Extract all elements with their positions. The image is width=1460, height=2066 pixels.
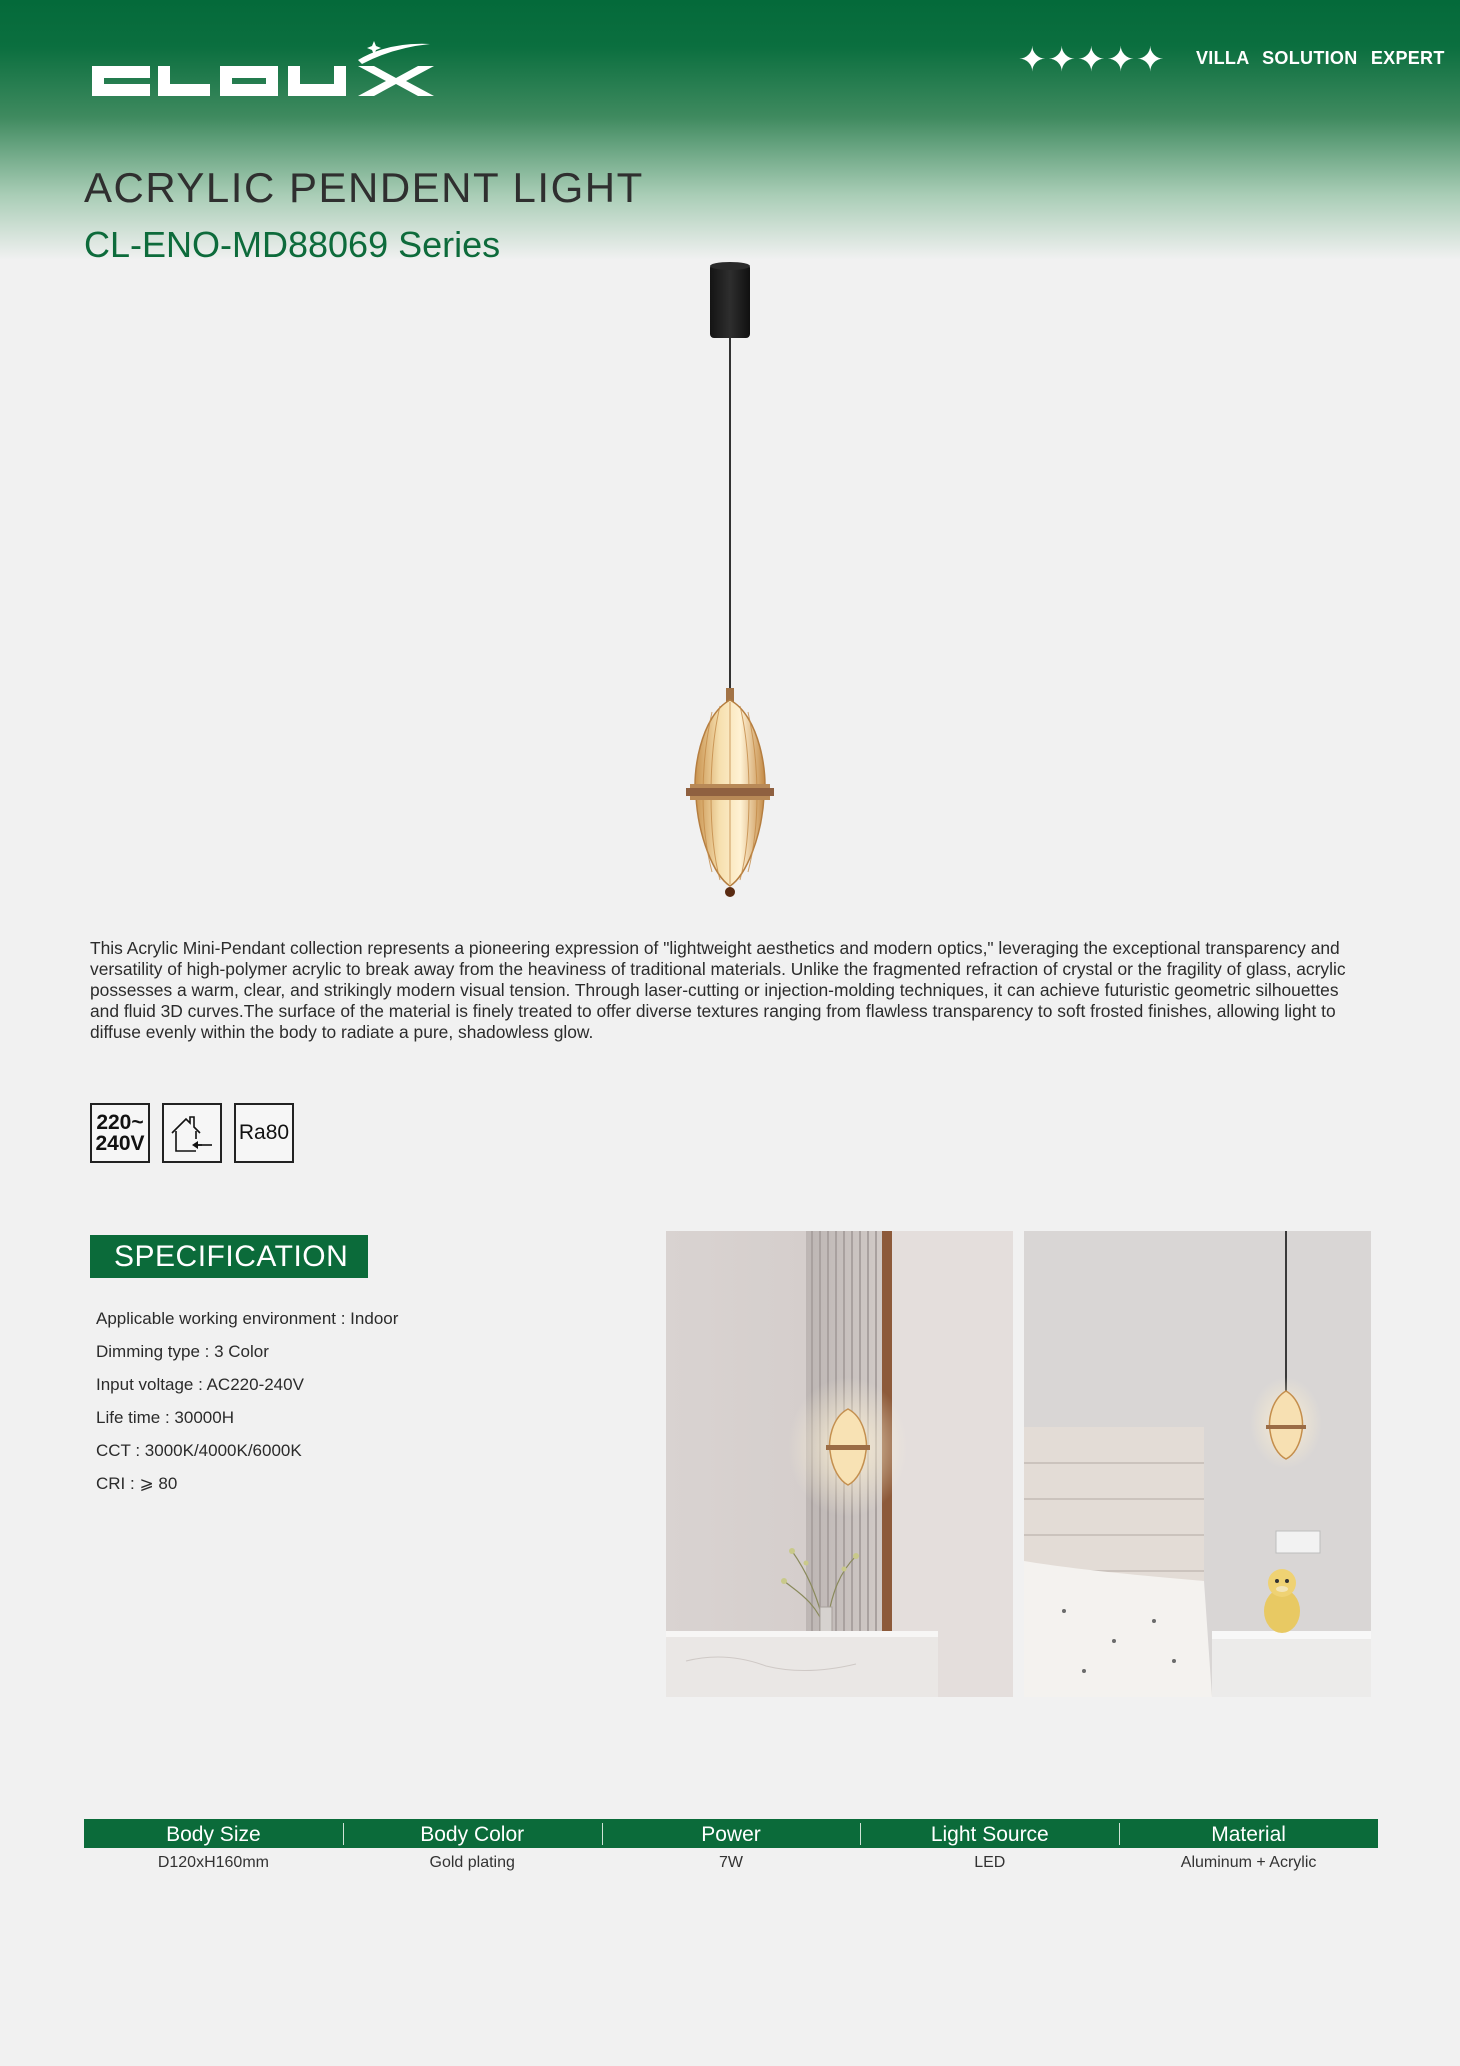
feature-badges	[90, 1103, 294, 1163]
product-description: This Acrylic Mini-Pendant collection represents a pioneering expression of "lightweight aesthetics and modern optics," leveraging the exceptional transparency and versatility of high-polymer acrylic to break away from the heaviness of traditional materials. Unlike the fragmented refraction of crystal or the fragility of glass, acrylic possesses a warm, clear, and strikingly modern visual tension. Through laser-cutting or injection-molding techniques, it can achieve futuristic geometric silhouettes and fluid 3D curves.The surface of the material is finely treated to offer diverse textures ranging from flawless transparency to soft frosted finishes, allowing light to diffuse evenly within the body to radiate a pure, shadowless glow.	[90, 938, 1346, 1042]
column-header-power: Power	[602, 1819, 861, 1848]
indoor-house-icon	[168, 1111, 216, 1155]
table-row	[84, 1848, 1378, 1878]
pendant-light-image	[660, 256, 800, 906]
series-subtitle: CL-ENO-MD88069 Series	[84, 224, 501, 265]
cri-badge	[234, 1103, 294, 1163]
spec-item: Life time : 30000H	[96, 1408, 234, 1427]
spec-list	[96, 1302, 398, 1500]
indoor-badge	[162, 1103, 222, 1163]
scene-photo-bedroom	[1024, 1231, 1371, 1697]
spec-item: Input voltage : AC220-240V	[96, 1375, 304, 1394]
cri-icon: Ra80	[238, 1121, 290, 1144]
cloux-logo	[84, 40, 436, 104]
rating-stars: ✦✦✦✦✦	[1018, 41, 1166, 79]
spec-table	[84, 1819, 1378, 1878]
cell-material: Aluminum + Acrylic	[1180, 1854, 1317, 1871]
cell-body-color: Gold plating	[429, 1854, 515, 1871]
page-title: ACRYLIC PENDENT LIGHT	[84, 164, 644, 211]
column-header-body-size: Body Size	[166, 1823, 261, 1846]
cell-power: 7W	[718, 1854, 743, 1871]
column-header-light-source: Light Source	[860, 1819, 1119, 1848]
header-band	[0, 0, 1460, 260]
voltage-icon: 220~ 240V	[95, 1111, 145, 1155]
column-header-material: Material	[1119, 1819, 1378, 1848]
spec-item: Applicable working environment : Indoor	[96, 1309, 399, 1328]
cell-light-source: LED	[974, 1854, 1006, 1871]
spec-table-header	[84, 1819, 1378, 1848]
voltage-badge	[90, 1103, 150, 1163]
scene-photo-hallway	[666, 1231, 1013, 1697]
spec-item: Dimming type : 3 Color	[96, 1342, 269, 1361]
cell-body-size: D120xH160mm	[157, 1854, 269, 1871]
spec-item: CCT : 3000K/4000K/6000K	[96, 1441, 302, 1460]
spec-item: CRI : ⩾ 80	[96, 1474, 178, 1493]
tagline: VILLA SOLUTION EXPERT	[1196, 48, 1445, 68]
column-header-body-color: Body Color	[343, 1819, 602, 1848]
specification-heading: SPECIFICATION	[90, 1235, 368, 1278]
